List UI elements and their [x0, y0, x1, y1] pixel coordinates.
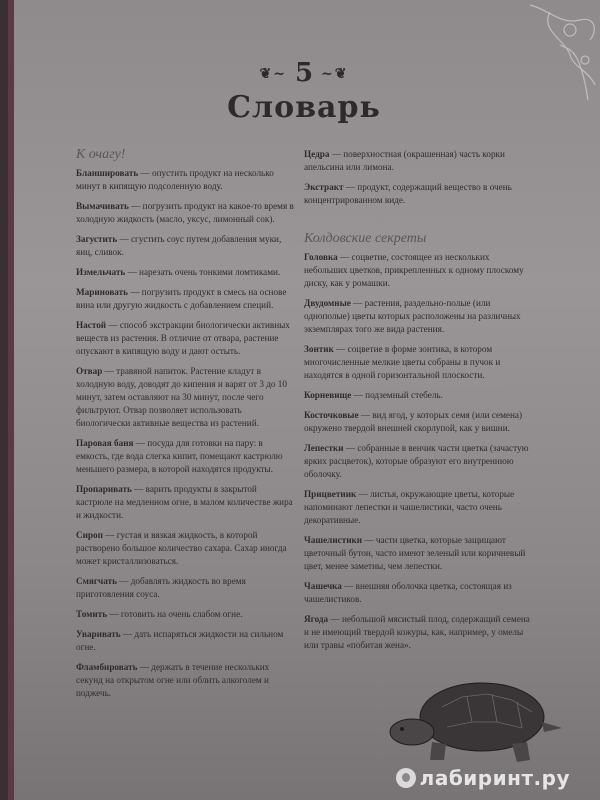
glossary-term: Загустить [76, 234, 118, 244]
glossary-term: Чашечка [304, 581, 342, 591]
glossary-definition: — добавлять жидкость во время приготовления соуса. [76, 576, 246, 599]
glossary-term: Мариновать [76, 287, 129, 297]
glossary-definition: — подземный стебель. [351, 390, 443, 400]
glossary-definition: — собранные в венчик части цветка (зачастую ярких расцветок), которые образуют его внутреннюю оболочку. [304, 443, 529, 479]
watermark [396, 766, 570, 790]
chapter-title: Словарь [227, 90, 381, 125]
right-column [304, 148, 532, 659]
glossary-term: Ягода [304, 614, 329, 624]
glossary-entry [76, 483, 294, 522]
glossary-definition: — варить продукты в закрытой кастрюле на медленном огне, в малом количестве жира и жидкости. [76, 484, 293, 520]
glossary-term: Корневище [304, 390, 352, 400]
chapter-header [8, 58, 600, 125]
glossary-list [304, 251, 532, 652]
section-title: К очагу! [76, 147, 126, 162]
glossary-entry [304, 613, 532, 652]
glossary-definition: — части цветка, которые защищают цветочный бутон, часто имеют зеленый или коричневый цвет, менее заметны, чем лепестки. [304, 535, 526, 571]
glossary-term: Косточковые [304, 410, 359, 420]
glossary-definition: — листья, окружающие цветы, которые напоминают лепестки и чашелистики, часто очень декоративные. [304, 489, 515, 525]
glossary-definition: — способ экстракции биологически активных веществ из растения. В отличие от отвара, растение опускают в кипящую воду и дают остыть. [76, 320, 290, 356]
glossary-entry [304, 580, 532, 606]
glossary-definition: — небольшой мясистый плод, содержащий семена и не имеющий твердой кожуры, как, например, у омелы или травы «побитая жена». [304, 614, 530, 650]
flourish-right-icon: ~❦ [321, 66, 349, 82]
glossary-list [304, 148, 532, 207]
glossary-entry [304, 297, 532, 336]
glossary-term: Двудомные [304, 298, 351, 308]
glossary-definition: — продукт, содержащий вещество в очень концентрированном виде. [304, 182, 512, 205]
glossary-definition: — погрузить продукт в смесь на основе вина или другую жидкость с добавлением специй. [76, 287, 287, 310]
glossary-definition: — сгустить соус путем добавления муки, яиц, сливок. [76, 234, 282, 257]
glossary-entry [304, 251, 532, 290]
glossary-entry [304, 181, 532, 207]
glossary-definition: — дать испаряться жидкости на сильном огне. [76, 629, 284, 652]
glossary-entry [304, 389, 532, 402]
glossary-term: Уваривать [76, 629, 121, 639]
glossary-term: Цедра [304, 149, 330, 159]
glossary-term: Бланшировать [76, 168, 139, 178]
glossary-term: Прицветник [304, 489, 357, 499]
glossary-entry [76, 266, 294, 279]
glossary-entry [304, 409, 532, 435]
glossary-definition: — растения, раздельно-полые (или однополые) цветы которых расположены на различных экземплярах того же вида растения. [304, 298, 521, 334]
glossary-definition: — соцветие в форме зонтика, в котором многочисленные мелкие цветы собраны в пучок и находятся в одной горизонтальной плоскости. [304, 344, 501, 380]
glossary-term: Настой [76, 320, 107, 330]
glossary-term: Томить [76, 609, 108, 619]
glossary-term: Смягчать [76, 576, 117, 586]
glossary-definition: — травяной напиток. Растение кладут в холодную воду, доводят до кипения и варят от 3 до 10 минут, затем оставляют на 30 минут, после чего фильтруют. Отвар позволяет использовать биологически активные вещества из растений. [76, 366, 287, 428]
glossary-term: Отвар [76, 366, 103, 376]
glossary-entry [76, 167, 294, 193]
left-column [76, 148, 294, 707]
glossary-term: Чашелистики [304, 535, 363, 545]
glossary-term: Фламбировать [76, 662, 138, 672]
chapter-number [8, 58, 600, 88]
glossary-term: Экстракт [304, 182, 344, 192]
glossary-term: Зонтик [304, 344, 334, 354]
flourish-left-icon: ❦~ [259, 66, 287, 82]
glossary-term: Головка [304, 252, 338, 262]
glossary-definition: — вид ягод, у которых семя (или семена) окружено твердой внешней скорлупой, как у вишни. [304, 410, 523, 433]
glossary-entry [304, 488, 532, 527]
glossary-entry [304, 343, 532, 382]
book-page [8, 0, 600, 800]
glossary-term: Паровая баня [76, 438, 134, 448]
glossary-entry [76, 319, 294, 358]
glossary-term: Пропаривать [76, 484, 132, 494]
glossary-entry [76, 575, 294, 601]
glossary-term: Лепестки [304, 443, 344, 453]
glossary-entry [76, 628, 294, 654]
glossary-entry [76, 200, 294, 226]
glossary-definition: — нарезать очень тонкими ломтиками. [125, 267, 281, 277]
glossary-entry [304, 442, 532, 481]
glossary-entry [76, 661, 294, 700]
glossary-entry [76, 437, 294, 476]
glossary-entry [76, 286, 294, 312]
glossary-definition: — готовить на очень слабом огне. [107, 609, 243, 619]
glossary-definition: — густая и вязкая жидкость, в которой растворено большое количество сахара. Сахар иногда может кристаллизоваться. [76, 530, 287, 566]
glossary-entry [76, 529, 294, 568]
glossary-entry [76, 365, 294, 430]
glossary-definition: — посуда для готовки на пару: в емкость, где вода слегка кипит, помещают кастрюлю меньшего размера, в которой находятся продукты. [76, 438, 283, 474]
glossary-definition: — поверхностная (окрашенная) часть корки апельсина или лимона. [304, 149, 505, 172]
glossary-term: Сироп [76, 530, 103, 540]
logo-icon [396, 768, 416, 788]
glossary-definition: — держать в течение нескольких секунд на открытом огне или облить алкоголем и поджечь. [76, 662, 270, 698]
turtle-icon [372, 662, 572, 772]
glossary-term: Измельчать [76, 267, 126, 277]
glossary-list [76, 167, 294, 700]
glossary-definition: — опустить продукт на несколько минут в кипящую подсоленную воду. [76, 168, 274, 191]
chapter-number-text: 5 [294, 58, 314, 88]
glossary-entry [76, 233, 294, 259]
glossary-entry [304, 148, 532, 174]
section-title: Колдовские секреты [304, 231, 427, 246]
glossary-term: Вымачивать [76, 201, 129, 211]
glossary-definition: — внешняя оболочка цветка, состоящая из чашелистиков. [304, 581, 512, 604]
glossary-definition: — погрузить продукт на какое-то время в холодную жидкость (масло, уксус, лимонный сок). [76, 201, 294, 224]
glossary-entry [304, 534, 532, 573]
watermark-text: лабиринт.ру [419, 766, 570, 790]
glossary-entry [76, 608, 294, 621]
glossary-definition: — соцветие, состоящее из нескольких небольших цветков, прикрепленных к одному плоскому диску, как у ромашки. [304, 252, 524, 288]
